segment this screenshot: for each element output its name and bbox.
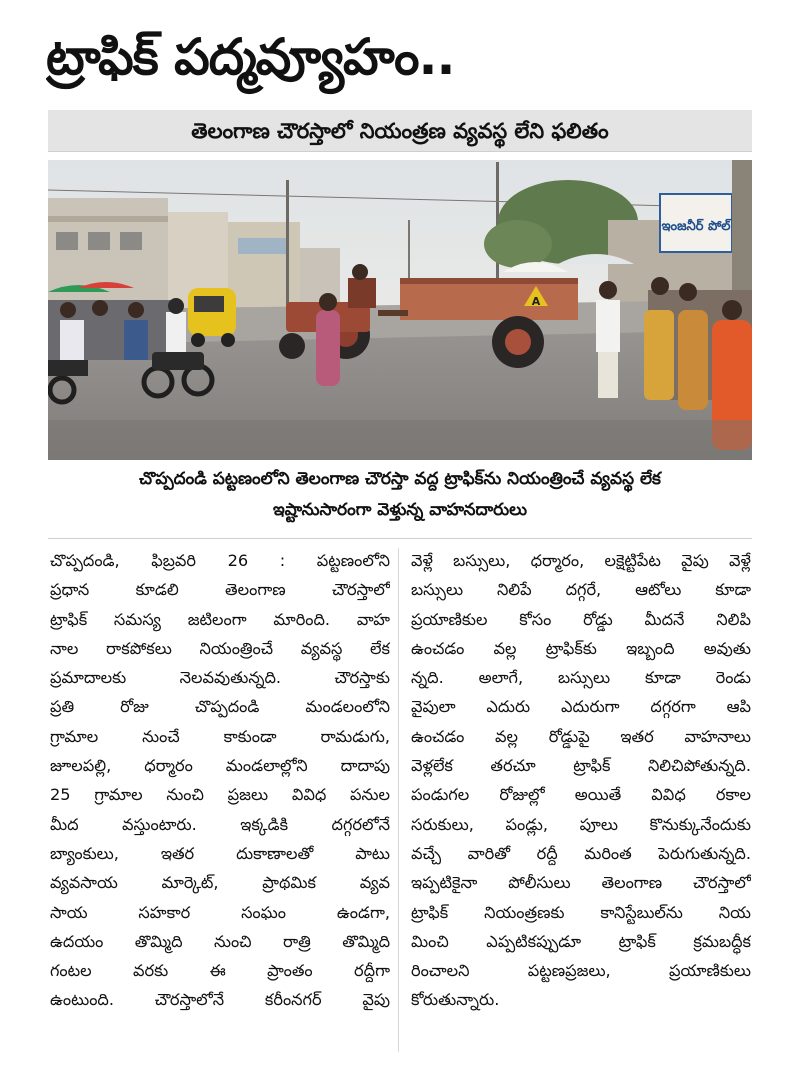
body-line: ప్రయాణికుల కోసం రోడ్డు మీదనే నిలిపి (411, 609, 751, 629)
body-line: వచ్చే వారితో రద్దీ మరింత పెరుగుతున్నది. (411, 843, 751, 863)
caption-line-2: ఇష్టానుసారంగా వెళ్తున్న వాహనదారులు (272, 500, 528, 520)
subheadline: తెలంగాణ చౌరస్తాలో నియంత్రణ వ్యవస్థ లేని ఫలితం (191, 119, 609, 143)
body-line: రించాలని పట్టణప్రజలు, ప్రయాణికులు (411, 961, 751, 981)
body-line: కోరుతున్నారు. (411, 990, 500, 1010)
body-line: 25 గ్రామాల నుంచి ప్రజలు వివిధ పనుల (50, 785, 390, 805)
photo-caption (48, 464, 752, 530)
shop-sign: ఇంజనీర్ పోల్ (661, 219, 731, 234)
body-line: బస్సులు నిలిపే దగ్గరే, ఆటోలు కూడా (411, 580, 751, 600)
body-column-left (50, 546, 390, 1056)
caption-line-1: చొప్పదండి పట్టణంలోని తెలంగాణ చౌరస్తా వద్ద ట్రాఫిక్‌ను నియంత్రించే వ్యవస్థ లేక (139, 469, 661, 489)
body-line: ఇప్పటికైనా పోలీసులు తెలంగాణ చౌరస్తాలో (411, 873, 751, 893)
news-photo (48, 160, 752, 460)
body-line: సాయ సహకార సంఘం ఉండగా, (50, 902, 390, 922)
body-line: ప్రతి రోజు చొప్పదండి మండలంలోని (50, 697, 390, 717)
body-line: వెళ్లే బస్సులు, ధర్మారం, లక్షెట్టిపేట వైపు వెళ్లే (411, 551, 751, 570)
body-line: ఉంచడం వల్ల రోడ్డుపై ఇతర వాహనాలు (411, 726, 751, 746)
body-line: సరుకులు, పండ్లు, పూలు కొనుక్కునేందుకు (411, 814, 751, 834)
column-divider (398, 548, 399, 1052)
trailer-mark: A (531, 295, 541, 308)
subheadline-bar (48, 110, 752, 152)
body-line: ఉంటుంది. చౌరస్తాలోనే కరీంనగర్ వైపు (50, 990, 390, 1010)
headline: ట్రాఫిక్ పద్మవ్యూహం.. (46, 28, 455, 86)
body-line: ప్రమాదాలకు నెలవవుతున్నది. చౌరస్తాకు (50, 668, 390, 688)
body-line: ట్రాఫిక్ సమస్య జటిలంగా మారింది. వాహ (50, 609, 390, 629)
body-line: జూలపల్లి, ధర్మారం మండలాల్లోని దాదాపు (50, 756, 390, 776)
body-line: ప్రధాన కూడలి తెలంగాణ చౌరస్తాలో (50, 580, 390, 600)
body-line: ఉంచడం వల్ల ట్రాఫిక్‌కు ఇబ్బంది అవుతు (411, 638, 751, 658)
body-line: వైపులా ఎదురు ఎదురుగా దగ్గరగా ఆపి (411, 697, 751, 717)
body-line: ఉదయం తొమ్మిది నుంచి రాత్రి తొమ్మిది (50, 931, 390, 951)
divider (48, 538, 752, 539)
body-line: బ్యాంకులు, ఇతర దుకాణాలతో పాటు (50, 843, 390, 863)
body-line: న్నది. అలాగే, బస్సులు కూడా రెండు (411, 668, 751, 688)
body-line: ట్రాఫిక్ నియంత్రణకు కానిస్టేబుల్‌ను నియ (411, 902, 751, 922)
body-line: చొప్పదండి, ఫిబ్రవరి 26 : పట్టణంలోని (50, 551, 390, 570)
body-line: మించి ఎప్పటికప్పుడూ ట్రాఫిక్ క్రమబద్ధీక (411, 931, 751, 951)
body-line: మీద వస్తుంటారు. ఇక్కడికి దగ్గరలోనే (50, 814, 390, 834)
body-line: గ్రామాల నుంచే కాకుండా రామడుగు, (50, 726, 390, 746)
body-line: నాల రాకపోకలు నియంత్రించే వ్యవస్థ లేక (50, 638, 390, 658)
body-line: గంటల వరకు ఈ ప్రాంతం రద్దీగా (50, 961, 390, 981)
body-column-right (411, 546, 751, 1056)
body-line: వ్యవసాయ మార్కెట్, ప్రాథమిక వ్యవ (50, 873, 390, 893)
body-line: వెళ్లలేక తరచూ ట్రాఫిక్ నిలిచిపోతున్నది. (411, 756, 751, 776)
body-line: పండుగల రోజుల్లో అయితే వివిధ రకాల (411, 785, 751, 805)
